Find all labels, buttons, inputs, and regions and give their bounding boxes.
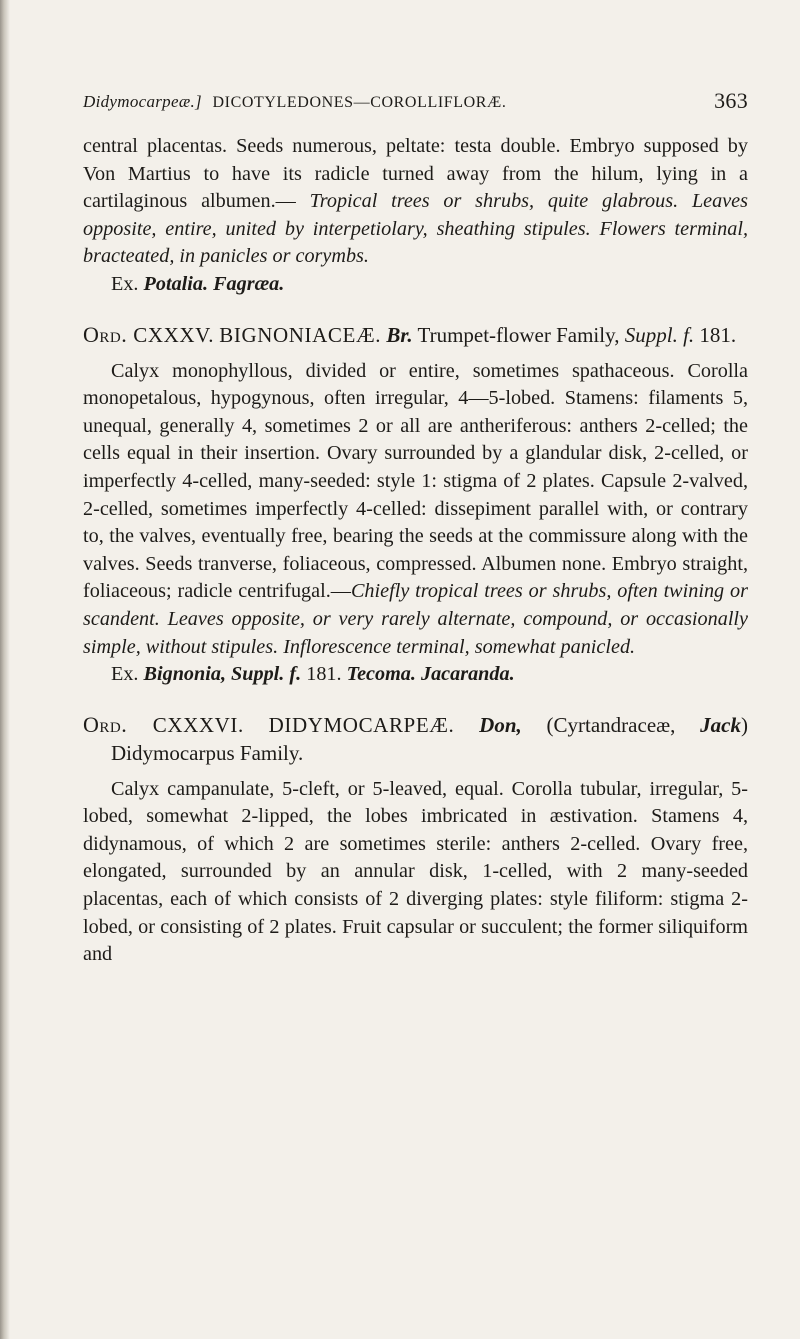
continuation-paragraph (83, 133, 748, 271)
order-common-name: ) Didymocarpus Family. (111, 712, 748, 765)
order-authority: Don, (479, 712, 522, 737)
order-authority: Br. (386, 322, 413, 347)
bignoniaceae-description (83, 358, 748, 662)
order-number: CXXXV. (133, 322, 215, 347)
page-gutter-shadow (0, 0, 10, 1339)
order-common-name: Trumpet-flower Family, (412, 322, 625, 347)
order-name: DIDYMOCARPEÆ. (268, 712, 455, 737)
examples-label: Ex. (111, 272, 144, 295)
book-page (83, 88, 748, 969)
bignoniaceae-examples (83, 661, 748, 689)
order-name: BIGNONIACEÆ. (219, 322, 382, 347)
order-heading-bignoniaceae (83, 321, 748, 349)
running-head (83, 88, 748, 122)
continuation-examples (83, 271, 748, 299)
examples-genus-bignonia: Bignonia, Suppl. f. (143, 663, 302, 686)
didymocarpeae-description (83, 776, 748, 969)
description-text: Calyx campanulate, 5-cleft, or 5-leaved, equal. Corolla tubular, irregular, 5-lobed, somewhat 2-lipped, the lobes imbricated in æstivation. Stamens 4, didynamous, of which 2 are sometimes sterile: anthers 2-celled. Ovary free, elongated, surrounded by an annular disk, 1-celled, with 2 many-seeded placentas, each of which consists of 2 diverging plates: style filiform: stigma 2-lobed, or consisting of 2 plates. Fruit capsular or succulent; the former siliquiform and (83, 777, 748, 966)
running-head-section: Didymocarpeæ.] (83, 92, 202, 111)
examples-reference-number: 181. (301, 663, 347, 686)
order-reference-number: 181. (694, 322, 737, 347)
description-text: Calyx monophyllous, divided or entire, sometimes spathaceous. Corolla monopetalous, hypogynous, often irregular, 4—5-lobed. Stamens: filaments 5, unequal, generally 4, sometimes 2 or all are antheriferous: anthers 2-celled; the cells equal in their insertion. Ovary surrounded by a glandular disk, 2-celled, or imperfectly 4-celled, many-seeded: style 1: stigma of 2 plates. Capsule 2-valved, 2-celled, sometimes imperfectly 4-celled: dissepiment parallel with, or contrary to, the valves, eventually free, bearing the seeds at the commissure along with the valves. Seeds tranverse, foliaceous, compressed. Albumen none. Embryo straight, foliaceous; radicle centrifugal.— (83, 359, 748, 603)
examples-label: Ex. (111, 663, 144, 686)
examples-genera: Tecoma. Jacaranda. (346, 663, 515, 686)
order-synonym-open: (Cyrtandraceæ, (521, 712, 701, 737)
running-head-title: DICOTYLEDONES—COROLLIFLORÆ. (212, 94, 507, 111)
continuation-habit: Tropical trees or shrubs, quite glabrous. Leaves opposite, entire, united by interpetiolary, sheathing stipules. Flowers terminal, bracteated, in panicles or corymbs. (83, 190, 748, 268)
description-habit: Chiefly tropical trees or shrubs, often twining or scandent. Leaves opposite, or very rarely alternate, compound, or occasionally simple, without stipules. Inflorescence terminal, somewhat panicled. (83, 580, 748, 658)
order-reference: Suppl. f. (624, 322, 695, 347)
order-number: CXXXVI. (152, 712, 244, 737)
page-number: 363 (714, 88, 748, 113)
order-heading-didymocarpeae (83, 711, 748, 767)
order-label: Ord. (83, 321, 134, 347)
order-label: Ord. (83, 711, 153, 737)
examples-genera: Potalia. Fagræa. (143, 272, 285, 295)
continuation-text: central placentas. Seeds numerous, peltate: testa double. Embryo supposed by Von Martius to have its radicle turned away from the hilum, lying in a cartilaginous albumen.— (83, 135, 748, 213)
order-synonym-author: Jack (700, 712, 741, 737)
